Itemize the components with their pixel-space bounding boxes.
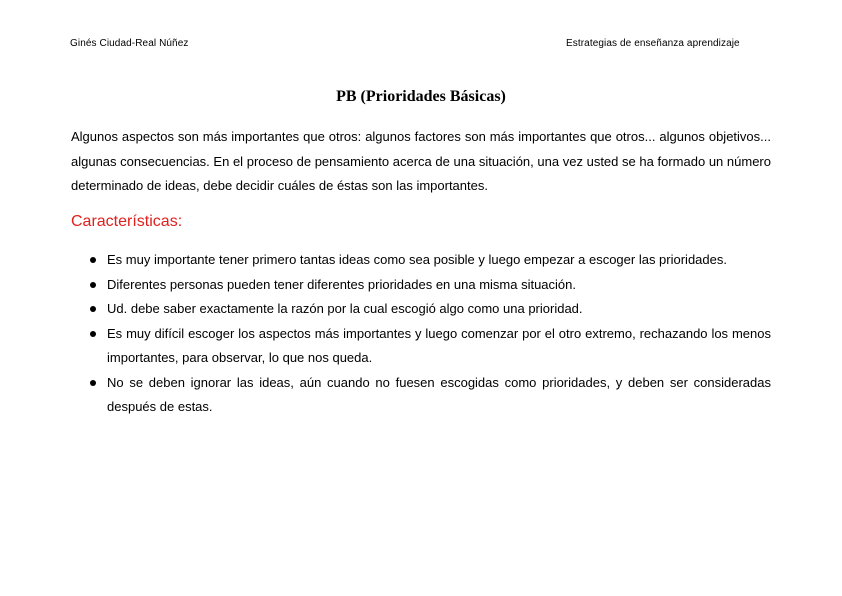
list-item-text: Ud. debe saber exactamente la razón por la cual escogió algo como una prioridad. [107, 301, 583, 316]
list-item [90, 273, 771, 298]
header-subject: Estrategias de enseñanza aprendizaje [566, 38, 740, 49]
bullet-icon [90, 331, 96, 337]
bullet-icon [90, 380, 96, 386]
bullet-icon [90, 306, 96, 312]
bullet-icon [90, 257, 96, 263]
list-item-text: Diferentes personas pueden tener diferentes prioridades en una misma situación. [107, 276, 576, 292]
characteristics-list [90, 248, 771, 420]
intro-paragraph: Algunos aspectos son más importantes que otros: algunos factores son más importantes que otros... algunos objetivos... algunas consecuencias. En el proceso de pensamiento acerca de una situación, una vez usted se ha formado un número determinado de ideas, debe decidir cuáles de éstas son las importantes. [71, 129, 771, 193]
document-title: PB (Prioridades Básicas) [336, 88, 506, 105]
list-item-text: Es muy importante tener primero tantas ideas como sea posible y luego empezar a escoger las prioridades. [107, 252, 727, 267]
list-item-text: No se deben ignorar las ideas, aún cuando no fuesen escogidas como prioridades, y deben ser consideradas después de estas. [107, 374, 771, 414]
list-item [90, 248, 771, 273]
header-author: Ginés Ciudad-Real Núñez [70, 38, 189, 49]
section-heading-caracteristicas: Características: [71, 213, 183, 230]
list-item [90, 297, 771, 322]
bullet-icon [90, 282, 96, 288]
list-item [90, 322, 771, 371]
list-item-text: Es muy difícil escoger los aspectos más importantes y luego comenzar por el otro extremo, rechazando los menos importantes, para observar, lo que nos queda. [107, 325, 771, 365]
list-item [90, 371, 771, 420]
